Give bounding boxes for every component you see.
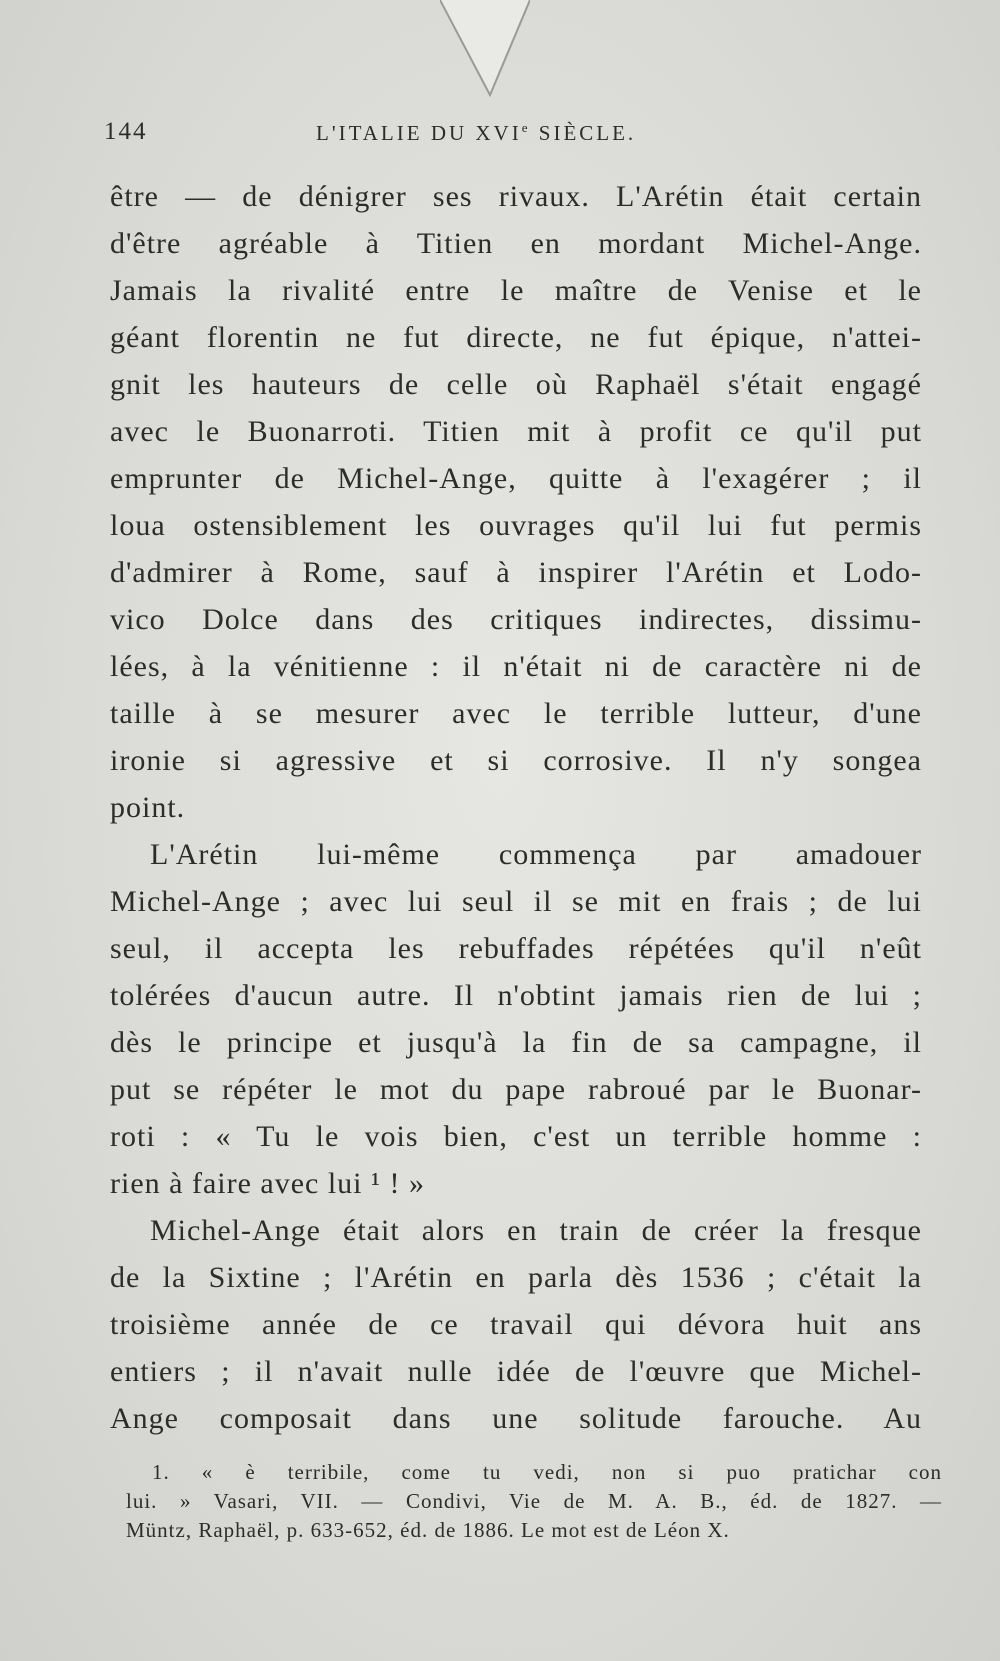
running-head-prefix: L'ITALIE DU XVI — [316, 121, 522, 145]
text-line: dès le principe et jusqu'à la fin de sa campagne, il — [110, 1026, 922, 1059]
text-line: tolérées d'aucun autre. Il n'obtint jamais rien de lui ; — [110, 979, 922, 1012]
footnote-line: Müntz, Raphaël, p. 633-652, éd. de 1886. Le mot est de Léon X. — [126, 1518, 730, 1542]
text-line: roti : « Tu le vois bien, c'est un terrible homme : — [110, 1120, 922, 1153]
page-header — [104, 118, 904, 158]
text-line: Ange composait dans une solitude farouche. Au — [110, 1402, 922, 1435]
text-line: rien à faire avec lui ¹ ! » — [110, 1167, 426, 1200]
text-line: d'admirer à Rome, sauf à inspirer l'Arétin et Lodo- — [110, 556, 922, 589]
text-line: taille à se mesurer avec le terrible lutteur, d'une — [110, 697, 922, 730]
page-fold-mark — [440, 0, 530, 100]
running-head-sup: e — [521, 120, 531, 135]
text-line: L'Arétin lui-même commença par amadouer — [150, 838, 922, 871]
footnote-line: lui. » Vasari, VII. — Condivi, Vie de M. A. B., éd. de 1827. — — [126, 1489, 942, 1513]
running-head-suffix: SIÈCLE. — [530, 121, 637, 145]
text-line: d'être agréable à Titien en mordant Michel-Ange. — [110, 227, 922, 260]
text-line: vico Dolce dans des critiques indirectes, dissimu- — [110, 603, 922, 636]
text-line: gnit les hauteurs de celle où Raphaël s'était engagé — [110, 368, 922, 401]
text-line: Michel-Ange ; avec lui seul il se mit en frais ; de lui — [110, 885, 922, 918]
text-line: put se répéter le mot du pape rabroué par le Buonar- — [110, 1073, 922, 1106]
body-text — [110, 173, 922, 1442]
text-line: Jamais la rivalité entre le maître de Venise et le — [110, 274, 922, 307]
text-line: point. — [110, 791, 186, 824]
text-line: entiers ; il n'avait nulle idée de l'œuvre que Michel- — [110, 1355, 922, 1388]
text-line: de la Sixtine ; l'Arétin en parla dès 1536 ; c'était la — [110, 1261, 922, 1294]
footnote-line: 1. « è terribile, come tu vedi, non si puo pratichar con — [152, 1460, 942, 1484]
text-line: ironie si agressive et si corrosive. Il n'y songea — [110, 744, 922, 777]
page-number: 144 — [104, 118, 148, 145]
text-line: seul, il accepta les rebuffades répétées qu'il n'eût — [110, 932, 922, 965]
text-line: lées, à la vénitienne : il n'était ni de caractère ni de — [110, 650, 922, 683]
text-line: avec le Buonarroti. Titien mit à profit ce qu'il put — [110, 415, 922, 448]
running-head — [316, 120, 636, 146]
footnotes — [126, 1458, 942, 1545]
text-line: emprunter de Michel-Ange, quitte à l'exagérer ; il — [110, 462, 922, 495]
text-line: géant florentin ne fut directe, ne fut épique, n'attei- — [110, 321, 922, 354]
text-line: Michel-Ange était alors en train de créer la fresque — [150, 1214, 922, 1247]
text-line: être — de dénigrer ses rivaux. L'Arétin était certain — [110, 180, 922, 213]
text-line: loua ostensiblement les ouvrages qu'il lui fut permis — [110, 509, 922, 542]
text-line: troisième année de ce travail qui dévora huit ans — [110, 1308, 922, 1341]
